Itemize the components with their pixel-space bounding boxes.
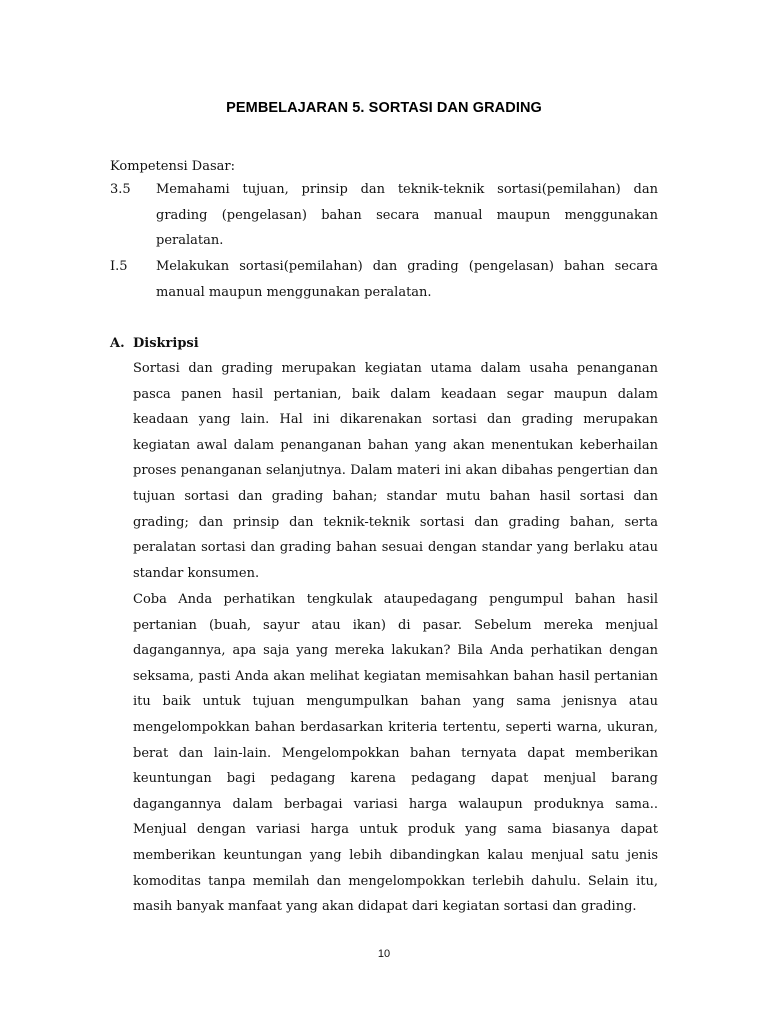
kompetensi-dasar-label: Kompetensi Dasar: — [110, 159, 235, 174]
kompetensi-number: I.5 — [110, 259, 128, 274]
page-title: PEMBELAJARAN 5. SORTASI DAN GRADING — [226, 100, 542, 116]
kompetensi-text: Memahami tujuan, prinsip dan teknik-teknik sortasi(pemilahan) dan grading (pengelasan) bahan secara manual maupun menggunakan peralatan. — [156, 182, 658, 249]
body-paragraph: Coba Anda perhatikan tengkulak ataupedagang pengumpul bahan hasil pertanian (buah, sayur atau ikan) di pasar. Sebelum mereka menjual dagangannya, apa saja yang mereka lakukan? Bila Anda perhatikan dengan seksama, pasti Anda akan melihat kegiatan memisahkan bahan hasil pertanian itu baik untuk tujuan mengumpulkan bahan yang sama jenisnya atau mengelompokkan bahan berdasarkan kriteria tertentu, seperti warna, ukuran, berat dan lain-lain. Mengelompokkan bahan ternyata dapat memberikan keuntungan bagi pedagang karena pedagang dapat menjual barang dagangannya dalam berbagai variasi harga walaupun produknya sama.. Menjual dengan variasi harga untuk produk yang sama biasanya dapat memberikan keuntungan yang lebih dibandingkan kalau menjual satu jenis komoditas tanpa memilah dan mengelompokkan terlebih dahulu. Selain itu, masih banyak manfaat yang akan didapat dari kegiatan sortasi dan grading. — [133, 592, 658, 915]
kompetensi-text: Melakukan sortasi(pemilahan) dan grading (pengelasan) bahan secara manual maupun menggunakan peralatan. — [156, 259, 658, 300]
section-title: Diskripsi — [133, 336, 199, 351]
page-number: 10 — [377, 948, 391, 960]
kompetensi-number: 3.5 — [110, 182, 131, 197]
body-paragraph: Sortasi dan grading merupakan kegiatan utama dalam usaha penanganan pasca panen hasil pertanian, baik dalam keadaan segar maupun dalam keadaan yang lain. Hal ini dikarenakan sortasi dan grading merupakan kegiatan awal dalam penanganan bahan yang akan menentukan keberhailan proses penanganan selanjutnya. Dalam materi ini akan dibahas pengertian dan tujuan sortasi dan grading bahan; standar mutu bahan hasil sortasi dan grading; dan prinsip dan teknik-teknik sortasi dan grading bahan, serta peralatan sortasi dan grading bahan sesuai dengan standar yang berlaku atau standar konsumen. — [133, 361, 658, 581]
section-letter: A. — [110, 336, 125, 351]
